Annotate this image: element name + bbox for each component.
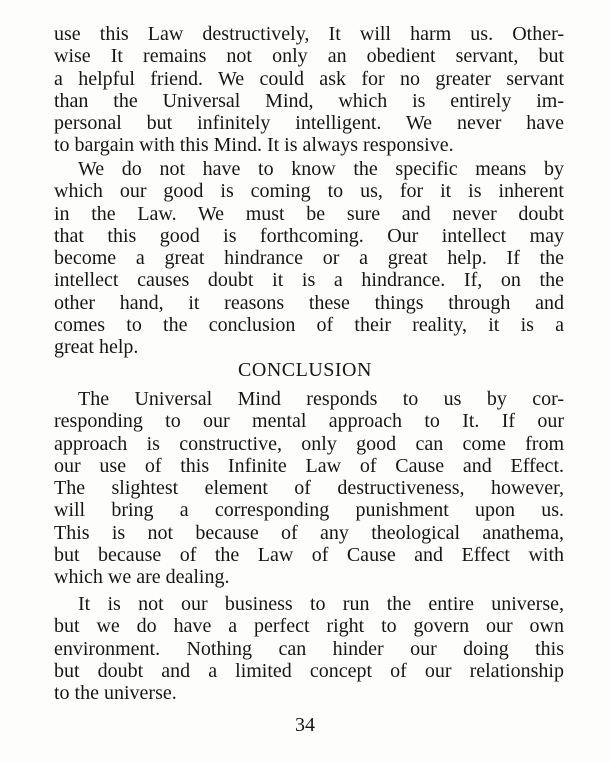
text-line: which we are dealing. <box>54 566 230 589</box>
text-line: but we do have a perfect right to govern our own <box>54 615 564 638</box>
text-line: but because of the Law of Cause and Effect with <box>54 544 564 567</box>
text-line: environment. Nothing can hinder our doing this <box>54 637 564 660</box>
text-line: We do not have to know the specific means by <box>78 158 564 180</box>
text-line: wise It remains not only an obedient servant, but <box>54 45 564 68</box>
text-line: which our good is coming to us, for it is inherent <box>54 180 564 203</box>
text-line: to the universe. <box>54 682 177 705</box>
text-line: our use of this Infinite Law of Cause and Effect. <box>54 454 564 477</box>
text-line: It is not our business to run the entire universe, <box>78 593 564 615</box>
paragraph-1 <box>54 23 564 157</box>
text-line: personal but infinitely intelligent. We never have <box>54 112 564 135</box>
paragraph-3 <box>54 388 564 589</box>
text-line: intellect causes doubt it is a hindrance. If, on the <box>54 269 564 292</box>
text-line: a helpful friend. We could ask for no greater servant <box>54 67 564 90</box>
text-line: comes to the conclusion of their reality, it is a <box>54 314 564 337</box>
section-heading: CONCLUSION <box>238 359 372 381</box>
text-line: than the Universal Mind, which is entirely im- <box>54 89 564 112</box>
text-line: to bargain with this Mind. It is always responsive. <box>54 134 454 157</box>
text-line: The Universal Mind responds to us by cor- <box>78 388 564 410</box>
text-line: use this Law destructively, It will harm us. Other- <box>54 23 564 45</box>
paragraph-2 <box>54 158 564 359</box>
text-line: that this good is forthcoming. Our intellect may <box>54 224 564 247</box>
text-line: will bring a corresponding punishment upon us. <box>54 499 564 522</box>
text-line: great help. <box>54 336 139 359</box>
text-line: responding to our mental approach to It. If our <box>54 410 564 433</box>
text-line: approach is constructive, only good can come from <box>54 432 564 455</box>
text-line: The slightest element of destructiveness, however, <box>54 477 564 500</box>
text-line: This is not because of any theological anathema, <box>54 521 564 544</box>
text-line: other hand, it reasons these things through and <box>54 291 564 314</box>
text-line: in the Law. We must be sure and never doubt <box>54 202 564 225</box>
text-line: but doubt and a limited concept of our relationship <box>54 659 564 682</box>
page-number: 34 <box>295 714 315 736</box>
text-line: become a great hindrance or a great help. If the <box>54 247 564 270</box>
paragraph-4 <box>54 593 564 704</box>
